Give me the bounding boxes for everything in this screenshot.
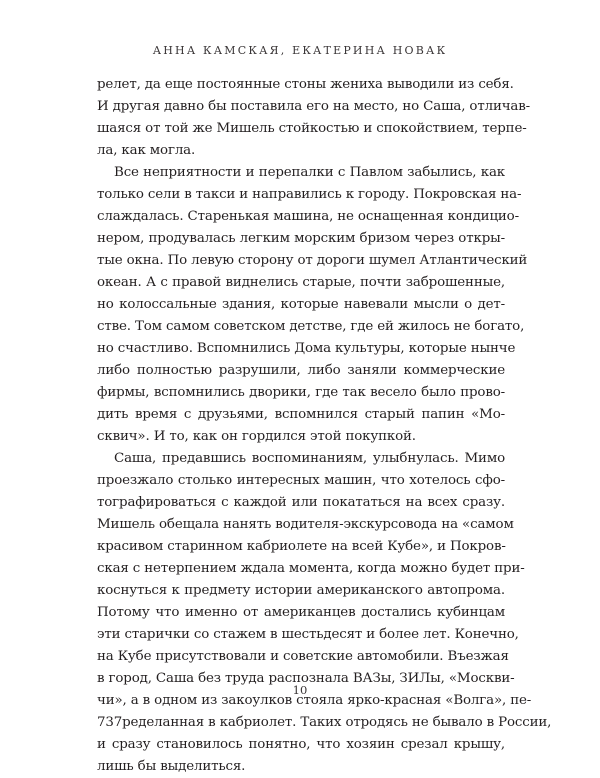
running-head: АННА КАМСКАЯ, ЕКАТЕРИНА НОВАК (152, 44, 448, 57)
text-line: красивом старинном кабриолете на всей Кубе», и Покров- (97, 539, 506, 554)
text-line: на Кубе присутствовали и советские автомобили. Въезжая (97, 649, 509, 664)
text-line: слаждалась. Старенькая машина, не оснащенная кондицио- (97, 209, 519, 224)
paragraph (97, 74, 531, 162)
text-line: но счастливо. Вспомнились Дома культуры, которые нынче (97, 341, 516, 356)
text-line: ская с нетерпением ждала момента, когда можно будет при- (97, 561, 525, 576)
text-line: проезжало столько интересных машин, что хотелось сфо- (97, 473, 505, 488)
text-line: Мишель обещала нанять водителя-экскурсовода на «самом (97, 517, 514, 532)
text-line: нером, продувалась легким морским бризом через откры- (97, 231, 505, 246)
text-line: Все неприятности и перепалки с Павлом забылись, как (114, 165, 505, 180)
text-line: чи», а в одном из закоулков стояла ярко-красная «Волга», пе- (97, 693, 532, 708)
text-line: шаяся от той же Мишель стойкостью и спокойствием, терпе- (97, 121, 527, 136)
text-line: стве. Том самом советском детстве, где ей жилось не богато, (97, 319, 525, 334)
text-line: тые окна. По левую сторону от дороги шумел Атлантический (97, 253, 528, 268)
text-line: Потому что именно от американцев достались кубинцам (97, 605, 505, 620)
text-line: Саша, предавшись воспоминаниям, улыбнулась. Мимо (114, 451, 505, 466)
text-line: тографироваться с каждой или покататься на всех сразу. (97, 495, 505, 510)
text-line: фирмы, вспомнились дворики, где так весело было прово- (97, 385, 505, 400)
text-line: лишь бы выделиться. (97, 759, 246, 774)
text-line: 737ределанная в кабриолет. Таких отродясь не бывало в России, (97, 715, 552, 730)
body-text (97, 74, 552, 778)
paragraph (97, 448, 552, 778)
text-line: релет, да еще постоянные стоны жениха выводили из себя. (97, 77, 514, 92)
text-line: сквич». И то, как он гордился этой покупкой. (97, 429, 416, 444)
text-line: эти старички со стажем в шестьдесят и более лет. Конечно, (97, 627, 519, 642)
text-line: океан. А с правой виднелись старые, почти заброшенные, (97, 275, 505, 290)
text-line: ла, как могла. (97, 143, 196, 158)
text-line: но колоссальные здания, которые навевали мысли о дет- (97, 297, 505, 312)
text-line: И другая давно бы поставила его на место, но Саша, отличав- (97, 99, 531, 114)
text-line: либо полностью разрушили, либо заняли коммерческие (97, 363, 505, 378)
paragraph (97, 162, 528, 448)
text-line: коснуться к предмету истории американского автопрома. (97, 583, 505, 598)
text-line: в город, Саша без труда распознала ВАЗы, ЗИЛы, «Москви- (97, 671, 515, 686)
page-number: 10 (292, 683, 308, 697)
text-line: и сразу становилось понятно, что хозяин срезал крышу, (97, 737, 505, 752)
text-line: дить время с друзьями, вспомнился старый папин «Мо- (97, 407, 505, 422)
text-line: только сели в такси и направились к городу. Покровская на- (97, 187, 522, 202)
